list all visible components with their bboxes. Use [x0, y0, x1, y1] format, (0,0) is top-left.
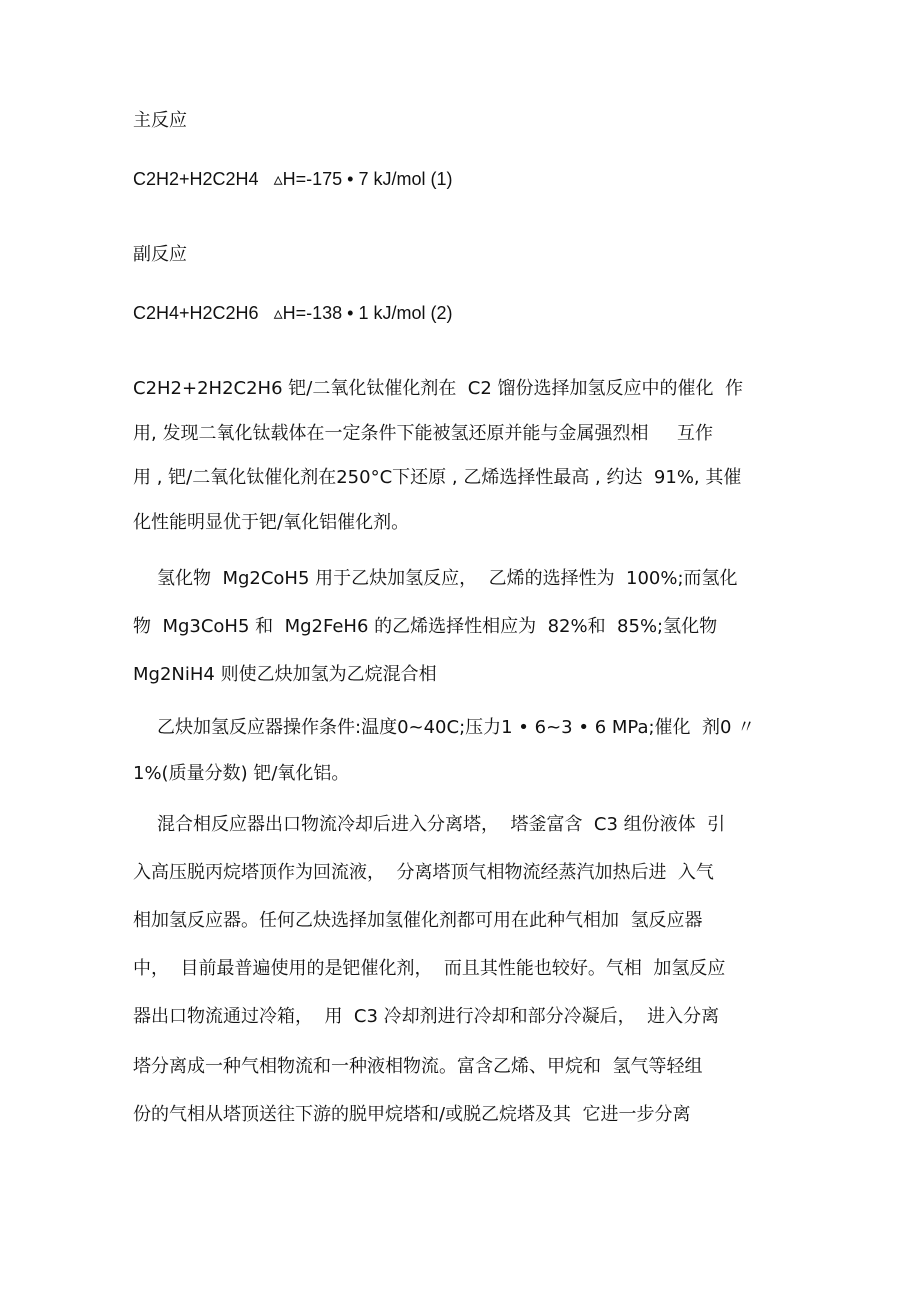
text-line: 1%(质量分数) 钯/氧化铝。 [133, 763, 350, 784]
equation-2: C2H4+H2C2H6 ▵H=-138 • 1 kJ/mol (2) [133, 303, 453, 323]
text-line: 物 Mg3CoH5 和 Mg2FeH6 的乙烯选择性相应为 82%和 85%;氢化物 [133, 616, 718, 637]
text-line: 用, 发现二氧化钛载体在一定条件下能被氢还原并能与金属强烈相 互作 [133, 423, 714, 444]
text-line: 相加氢反应器。任何乙炔选择加氢催化剂都可用在此种气相加 氢反应器 [133, 910, 703, 931]
heading-main-reaction: 主反应 [133, 110, 187, 131]
text-line: Mg2NiH4 则使乙炔加氢为乙烷混合相 [133, 664, 437, 685]
text-line: 塔分离成一种气相物流和一种液相物流。富含乙烯、甲烷和 氢气等轻组 [133, 1056, 703, 1077]
text-line: C2H2+2H2C2H6 钯/二氧化钛催化剂在 C2 馏份选择加氢反应中的催化 作 [133, 378, 743, 399]
text-line: 氢化物 Mg2CoH5 用于乙炔加氢反应， 乙烯的选择性为 100%;而氢化 [157, 568, 738, 589]
equation-1: C2H2+H2C2H4 ▵H=-175 • 7 kJ/mol (1) [133, 169, 453, 189]
text-line: 中， 目前最普遍使用的是钯催化剂， 而且其性能也较好。气相 加氢反应 [133, 958, 726, 979]
text-line: 器出口物流通过冷箱， 用 C3 冷却剂进行冷却和部分冷凝后， 进入分离 [133, 1006, 720, 1027]
text-line: 化性能明显优于钯/氧化铝催化剂。 [133, 512, 410, 533]
heading-side-reaction: 副反应 [133, 244, 187, 265]
text-line: 混合相反应器出口物流冷却后进入分离塔， 塔釜富含 C3 组份液体 引 [157, 814, 726, 835]
text-line: 入高压脱丙烷塔顶作为回流液， 分离塔顶气相物流经蒸汽加热后进 入气 [133, 862, 714, 883]
text-line: 份的气相从塔顶送往下游的脱甲烷塔和/或脱乙烷塔及其 它进一步分离 [133, 1104, 691, 1125]
text-line: 乙炔加氢反应器操作条件:温度0~40C;压力1 • 6~3 • 6 MPa;催化 剂0 〃 [157, 717, 756, 738]
text-line: 用 , 钯/二氧化钛催化剂在250°C下还原 , 乙烯选择性最高 , 约达 91%, 其催 [133, 467, 742, 488]
